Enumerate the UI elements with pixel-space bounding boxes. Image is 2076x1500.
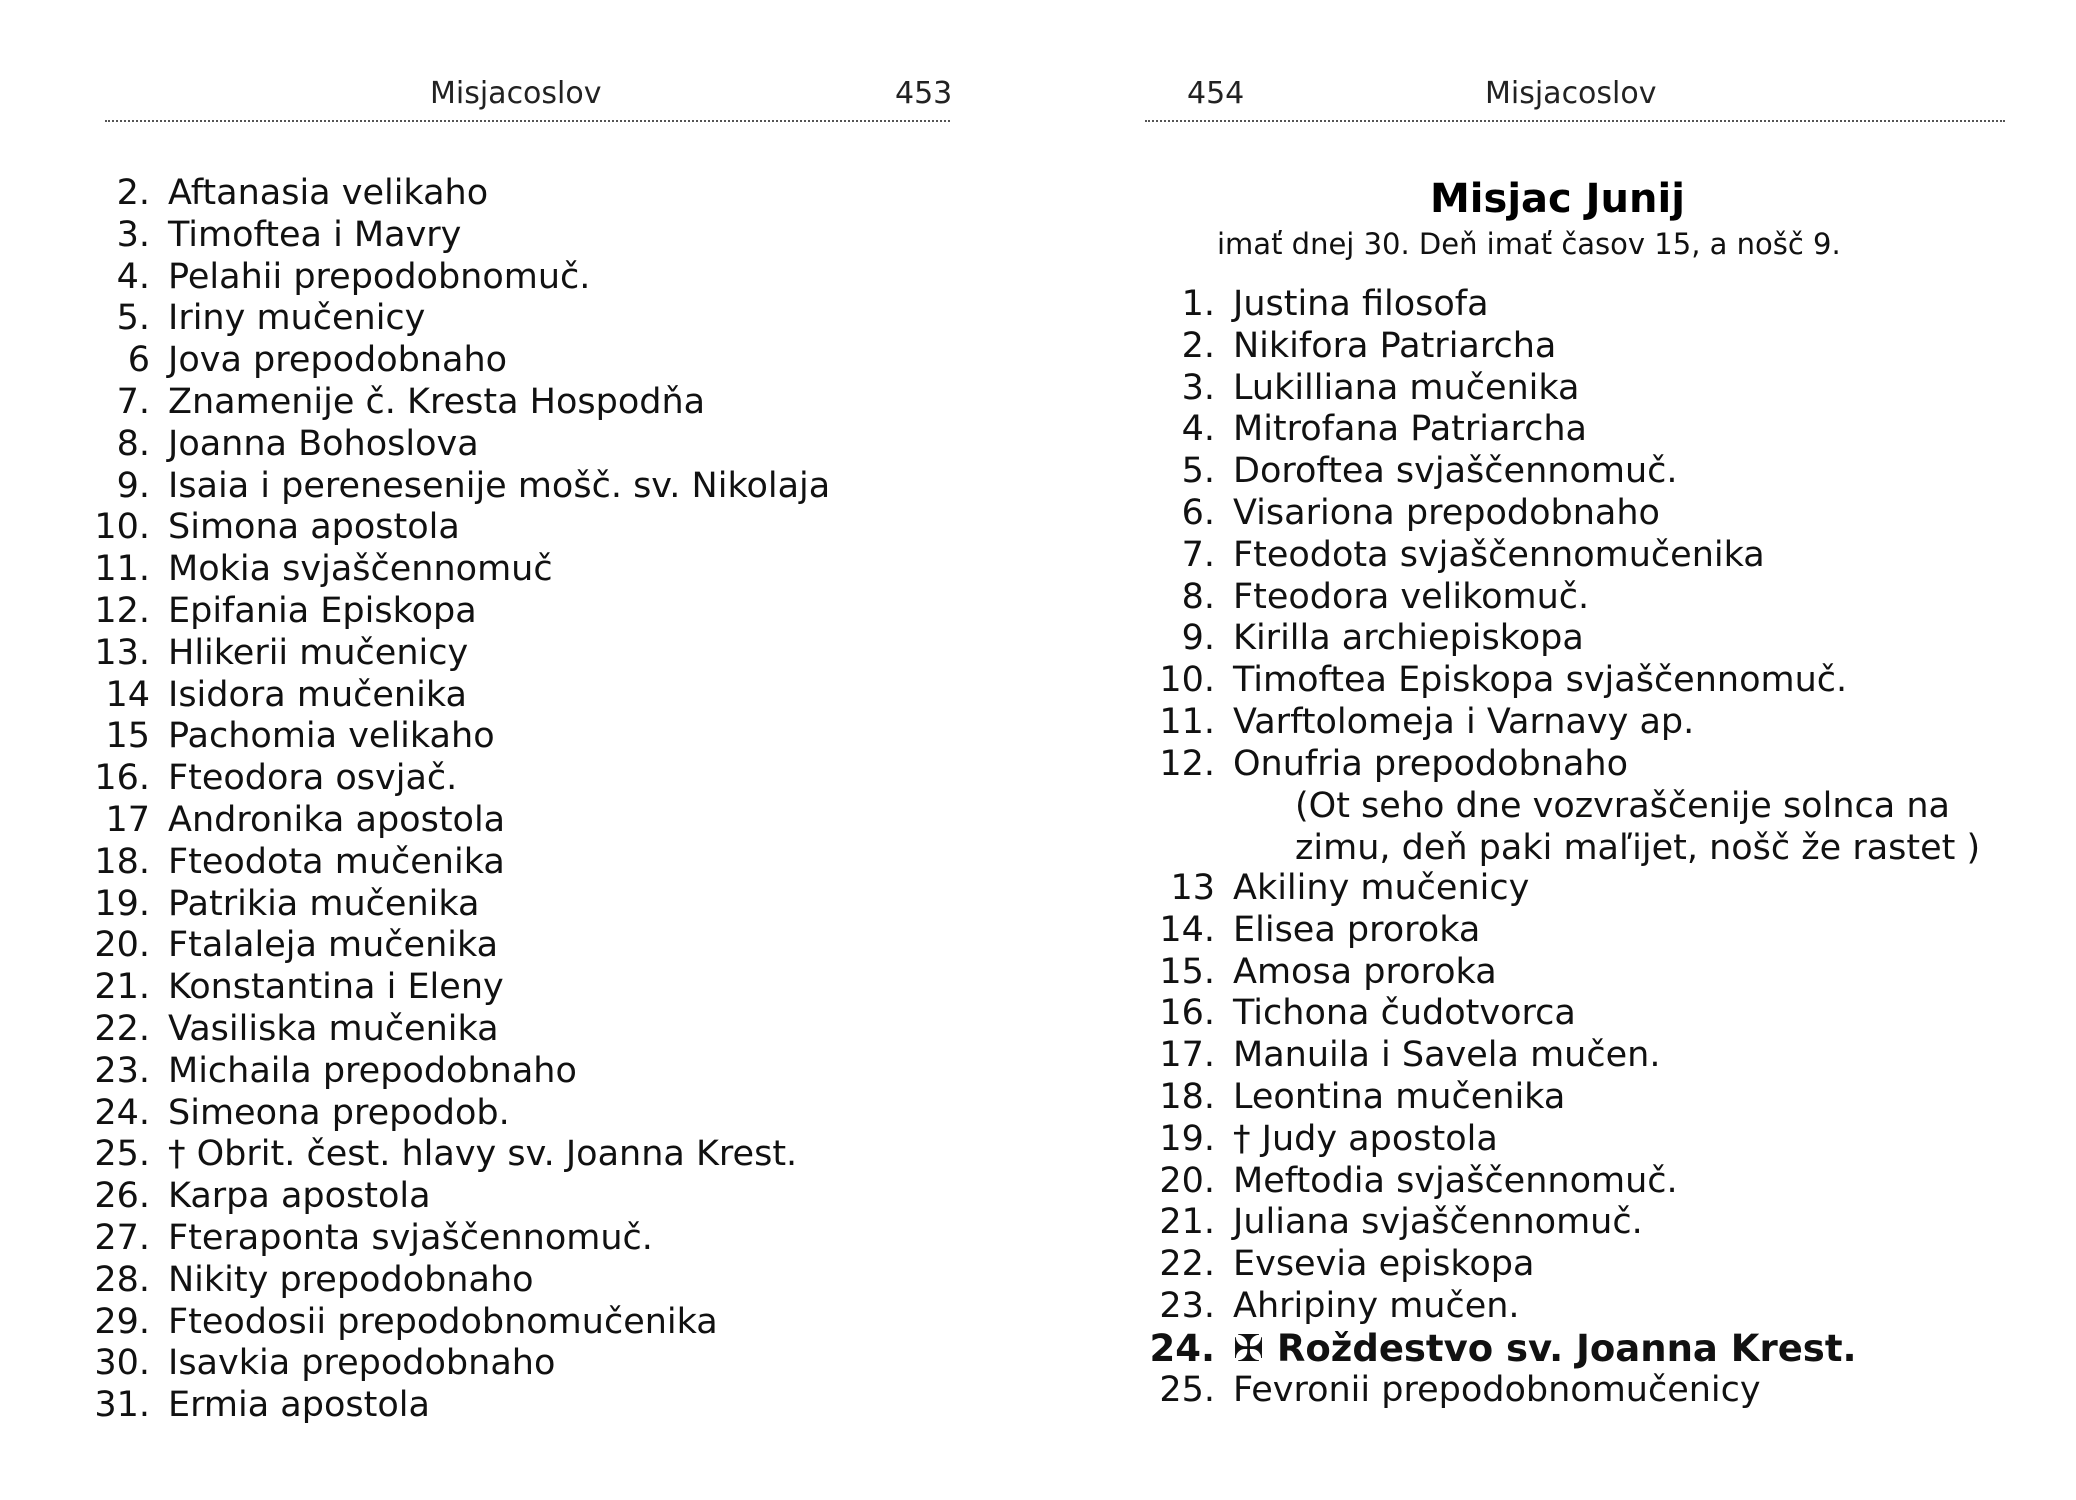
list-item — [1145, 493, 1847, 535]
entry-number: 3. — [1181, 367, 1215, 408]
entry-name: Nikity prepodobnaho — [168, 1259, 534, 1300]
list-item — [80, 884, 830, 926]
entry-number: 22. — [94, 1008, 150, 1049]
entry-name: Lukilliana mučenika — [1233, 367, 1580, 408]
entry-number: 13 — [1170, 868, 1215, 908]
entry-name: Isavkia prepodobnaho — [168, 1343, 556, 1384]
entry-name: Timoftea i Mavry — [168, 214, 462, 255]
entry-name: Epifania Episkopa — [168, 590, 477, 631]
list-item — [80, 1134, 830, 1176]
entry-number: 29. — [94, 1301, 150, 1342]
entry-name: Kirilla archiepiskopa — [1233, 618, 1584, 659]
right-page-number: 454 — [1187, 76, 1245, 111]
list-item — [1145, 535, 1847, 577]
entry-number: 11. — [1159, 701, 1215, 742]
entry-name: Nikifora Patriarcha — [1233, 325, 1557, 366]
entry-number: 24. — [94, 1092, 150, 1133]
list-item — [1145, 451, 1847, 493]
entry-name: Simona apostola — [168, 507, 460, 548]
list-item — [1145, 1035, 1857, 1077]
entry-name: Tichona čudotvorca — [1233, 993, 1576, 1034]
entry-number: 23. — [1159, 1285, 1215, 1326]
month-subtitle: imať dnej 30. Deň imať časov 15, a nošč 9. — [1217, 227, 1841, 261]
entry-number: 15 — [105, 716, 150, 757]
right-entry-list-b — [1145, 868, 1857, 1411]
list-item — [1145, 660, 1847, 702]
entry-name: Hlikerii mučenicy — [168, 632, 469, 673]
entry-name: Isaia i perenesenije mošč. sv. Nikolaja — [168, 465, 831, 506]
entry-number: 14. — [1159, 909, 1215, 950]
list-item — [80, 466, 830, 508]
entry-name: Simeona prepodob. — [168, 1092, 510, 1133]
entry-number: 20. — [1159, 1160, 1215, 1201]
list-item — [80, 1260, 830, 1302]
entry-number: 2. — [1181, 325, 1215, 366]
list-item — [80, 842, 830, 884]
list-item — [1145, 1161, 1857, 1203]
entry-name: Vasiliska mučenika — [168, 1008, 499, 1049]
entry-name: Fteodota svjaščennomučenika — [1233, 534, 1765, 575]
list-item — [80, 675, 830, 717]
list-item — [1145, 1077, 1857, 1119]
entry-number: 2. — [116, 173, 150, 213]
entry-name: Fteodota mučenika — [168, 841, 505, 882]
list-item — [80, 1009, 830, 1051]
entry-name: Visariona prepodobnaho — [1233, 492, 1660, 533]
entry-number: 31. — [94, 1385, 150, 1426]
list-item — [1145, 993, 1857, 1035]
entry-name: Fteraponta svjaščennomuč. — [168, 1217, 653, 1258]
entry-name: Doroftea svjaščennomuč. — [1233, 451, 1678, 492]
list-item — [80, 382, 830, 424]
entry-number: 27. — [94, 1217, 150, 1258]
entry-name: Aftanasia velikaho — [168, 173, 489, 213]
entry-name: Andronika apostola — [168, 799, 506, 840]
list-item — [1145, 952, 1857, 994]
list-item — [80, 1385, 830, 1427]
entry-name: Fteodora osvjač. — [168, 758, 458, 799]
entry-name: Fteodosii prepodobnomučenika — [168, 1301, 718, 1342]
entry-name: Konstantina i Eleny — [168, 967, 504, 1008]
entry-number: 16. — [94, 758, 150, 799]
entry-number: 5. — [116, 298, 150, 339]
list-item — [80, 549, 830, 591]
entry-number: 21. — [1159, 1202, 1215, 1243]
list-item — [1145, 409, 1847, 451]
entry-number: 7. — [116, 381, 150, 422]
month-title: Misjac Junij — [1430, 176, 1685, 222]
entry-name: Meftodia svjaščennomuč. — [1233, 1160, 1678, 1201]
entry-name: Michaila prepodobnaho — [168, 1050, 577, 1091]
entry-number: 9. — [1181, 618, 1215, 659]
right-page-header — [1145, 70, 2005, 122]
entry-name: Fevronii prepodobnomučenicy — [1233, 1369, 1761, 1410]
entry-name: Manuila i Savela mučen. — [1233, 1035, 1661, 1076]
left-page — [0, 0, 1000, 1500]
entry-number: 24. — [1149, 1326, 1215, 1370]
entry-name: Ahripiny mučen. — [1233, 1285, 1520, 1326]
entry-number: 14 — [105, 674, 150, 715]
right-entry-list-a — [1145, 284, 1847, 786]
entry-number: 4. — [116, 256, 150, 297]
list-item — [80, 215, 830, 257]
entry-name: † Judy apostola — [1233, 1118, 1498, 1159]
entry-number: 6 — [127, 340, 150, 381]
entry-number: 8. — [1181, 576, 1215, 617]
entry-number: 20. — [94, 925, 150, 966]
entry-name: Pachomia velikaho — [168, 716, 495, 757]
list-item — [1145, 868, 1857, 910]
entry-number: 23. — [94, 1050, 150, 1091]
entry-name: Justina filosofa — [1233, 284, 1489, 324]
entry-number: 6. — [1181, 492, 1215, 533]
list-item — [80, 716, 830, 758]
entry-name: Jova prepodobnaho — [168, 340, 508, 381]
entry-name: Fteodora velikomuč. — [1233, 576, 1590, 617]
entry-name: ✠ Roždestvo sv. Joanna Krest. — [1233, 1326, 1857, 1370]
list-item — [80, 758, 830, 800]
entry-name: Karpa apostola — [168, 1176, 431, 1217]
list-item — [1145, 1328, 1857, 1370]
left-page-number: 453 — [895, 76, 953, 111]
entry-name: Mitrofana Patriarcha — [1233, 409, 1587, 450]
entry-name: Pelahii prepodobnomuč. — [168, 256, 591, 297]
entry-name: Leontina mučenika — [1233, 1076, 1566, 1117]
list-item — [80, 633, 830, 675]
list-item — [1145, 577, 1847, 619]
entry-number: 25. — [1159, 1369, 1215, 1410]
list-item — [1145, 326, 1847, 368]
entry-number: 17. — [1159, 1035, 1215, 1076]
entry-number: 25. — [94, 1134, 150, 1175]
list-item — [80, 800, 830, 842]
entry-name: Amosa proroka — [1233, 951, 1497, 992]
list-item — [1145, 1244, 1857, 1286]
list-item — [80, 257, 830, 299]
left-page-header — [105, 70, 953, 122]
entry-name: Varftolomeja i Varnavy ap. — [1233, 701, 1695, 742]
list-item — [80, 173, 830, 215]
list-item — [1145, 702, 1847, 744]
entry-number: 26. — [94, 1176, 150, 1217]
entry-name: Znamenije č. Kresta Hospodňa — [168, 381, 706, 422]
entry-name: Juliana svjaščennomuč. — [1233, 1202, 1643, 1243]
entry-number: 12. — [94, 590, 150, 631]
entry-number: 28. — [94, 1259, 150, 1300]
solstice-note: (Ot seho dne vozvraščenije solnca na zimu, deň paki maľijet, nošč že rastet ) — [1295, 786, 1981, 868]
entry-number: 19. — [1159, 1118, 1215, 1159]
entry-name: Joanna Bohoslova — [168, 423, 479, 464]
entry-name: Iriny mučenicy — [168, 298, 426, 339]
list-item — [1145, 1119, 1857, 1161]
entry-number: 1. — [1181, 284, 1215, 324]
list-item — [80, 340, 830, 382]
list-item — [1145, 368, 1847, 410]
list-item — [1145, 744, 1847, 786]
entry-name: Ermia apostola — [168, 1385, 430, 1426]
list-item — [80, 967, 830, 1009]
entry-number: 17 — [105, 799, 150, 840]
entry-name: Evsevia episkopa — [1233, 1244, 1535, 1285]
list-item — [80, 925, 830, 967]
entry-number: 4. — [1181, 409, 1215, 450]
entry-name: Onufria prepodobnaho — [1233, 743, 1628, 784]
entry-number: 12. — [1159, 743, 1215, 784]
list-item — [80, 1093, 830, 1135]
entry-number: 11. — [94, 549, 150, 590]
list-item — [80, 1302, 830, 1344]
entry-number: 30. — [94, 1343, 150, 1384]
entry-number: 8. — [116, 423, 150, 464]
list-item — [1145, 1286, 1857, 1328]
entry-number: 3. — [116, 214, 150, 255]
list-item — [80, 1051, 830, 1093]
left-header-title: Misjacoslov — [430, 76, 602, 111]
list-item — [1145, 910, 1857, 952]
entry-number: 10. — [1159, 660, 1215, 701]
list-item — [80, 507, 830, 549]
entry-number: 21. — [94, 967, 150, 1008]
list-item — [80, 1343, 830, 1385]
entry-name: Isidora mučenika — [168, 674, 467, 715]
list-item — [80, 1218, 830, 1260]
list-item — [80, 298, 830, 340]
entry-number: 9. — [116, 465, 150, 506]
entry-number: 5. — [1181, 451, 1215, 492]
left-entry-list — [80, 173, 830, 1427]
entry-number: 13. — [94, 632, 150, 673]
entry-name: Akiliny mučenicy — [1233, 868, 1530, 908]
right-header-title: Misjacoslov — [1485, 76, 1657, 111]
entry-number: 18. — [94, 841, 150, 882]
entry-number: 7. — [1181, 534, 1215, 575]
entry-number: 10. — [94, 507, 150, 548]
entry-number: 16. — [1159, 993, 1215, 1034]
list-item — [80, 591, 830, 633]
entry-number: 15. — [1159, 951, 1215, 992]
entry-name: Mokia svjaščennomuč — [168, 549, 553, 590]
list-item — [1145, 618, 1847, 660]
list-item — [1145, 1370, 1857, 1412]
entry-name: Ftalaleja mučenika — [168, 925, 499, 966]
entry-name: Patrikia mučenika — [168, 883, 480, 924]
list-item — [80, 424, 830, 466]
list-item — [1145, 1202, 1857, 1244]
entry-number: 18. — [1159, 1076, 1215, 1117]
entry-number: 19. — [94, 883, 150, 924]
list-item — [80, 1176, 830, 1218]
entry-name: Timoftea Episkopa svjaščennomuč. — [1233, 660, 1848, 701]
entry-name: † Obrit. čest. hlavy sv. Joanna Krest. — [168, 1134, 798, 1175]
entry-number: 22. — [1159, 1244, 1215, 1285]
entry-name: Elisea proroka — [1233, 909, 1481, 950]
list-item — [1145, 284, 1847, 326]
